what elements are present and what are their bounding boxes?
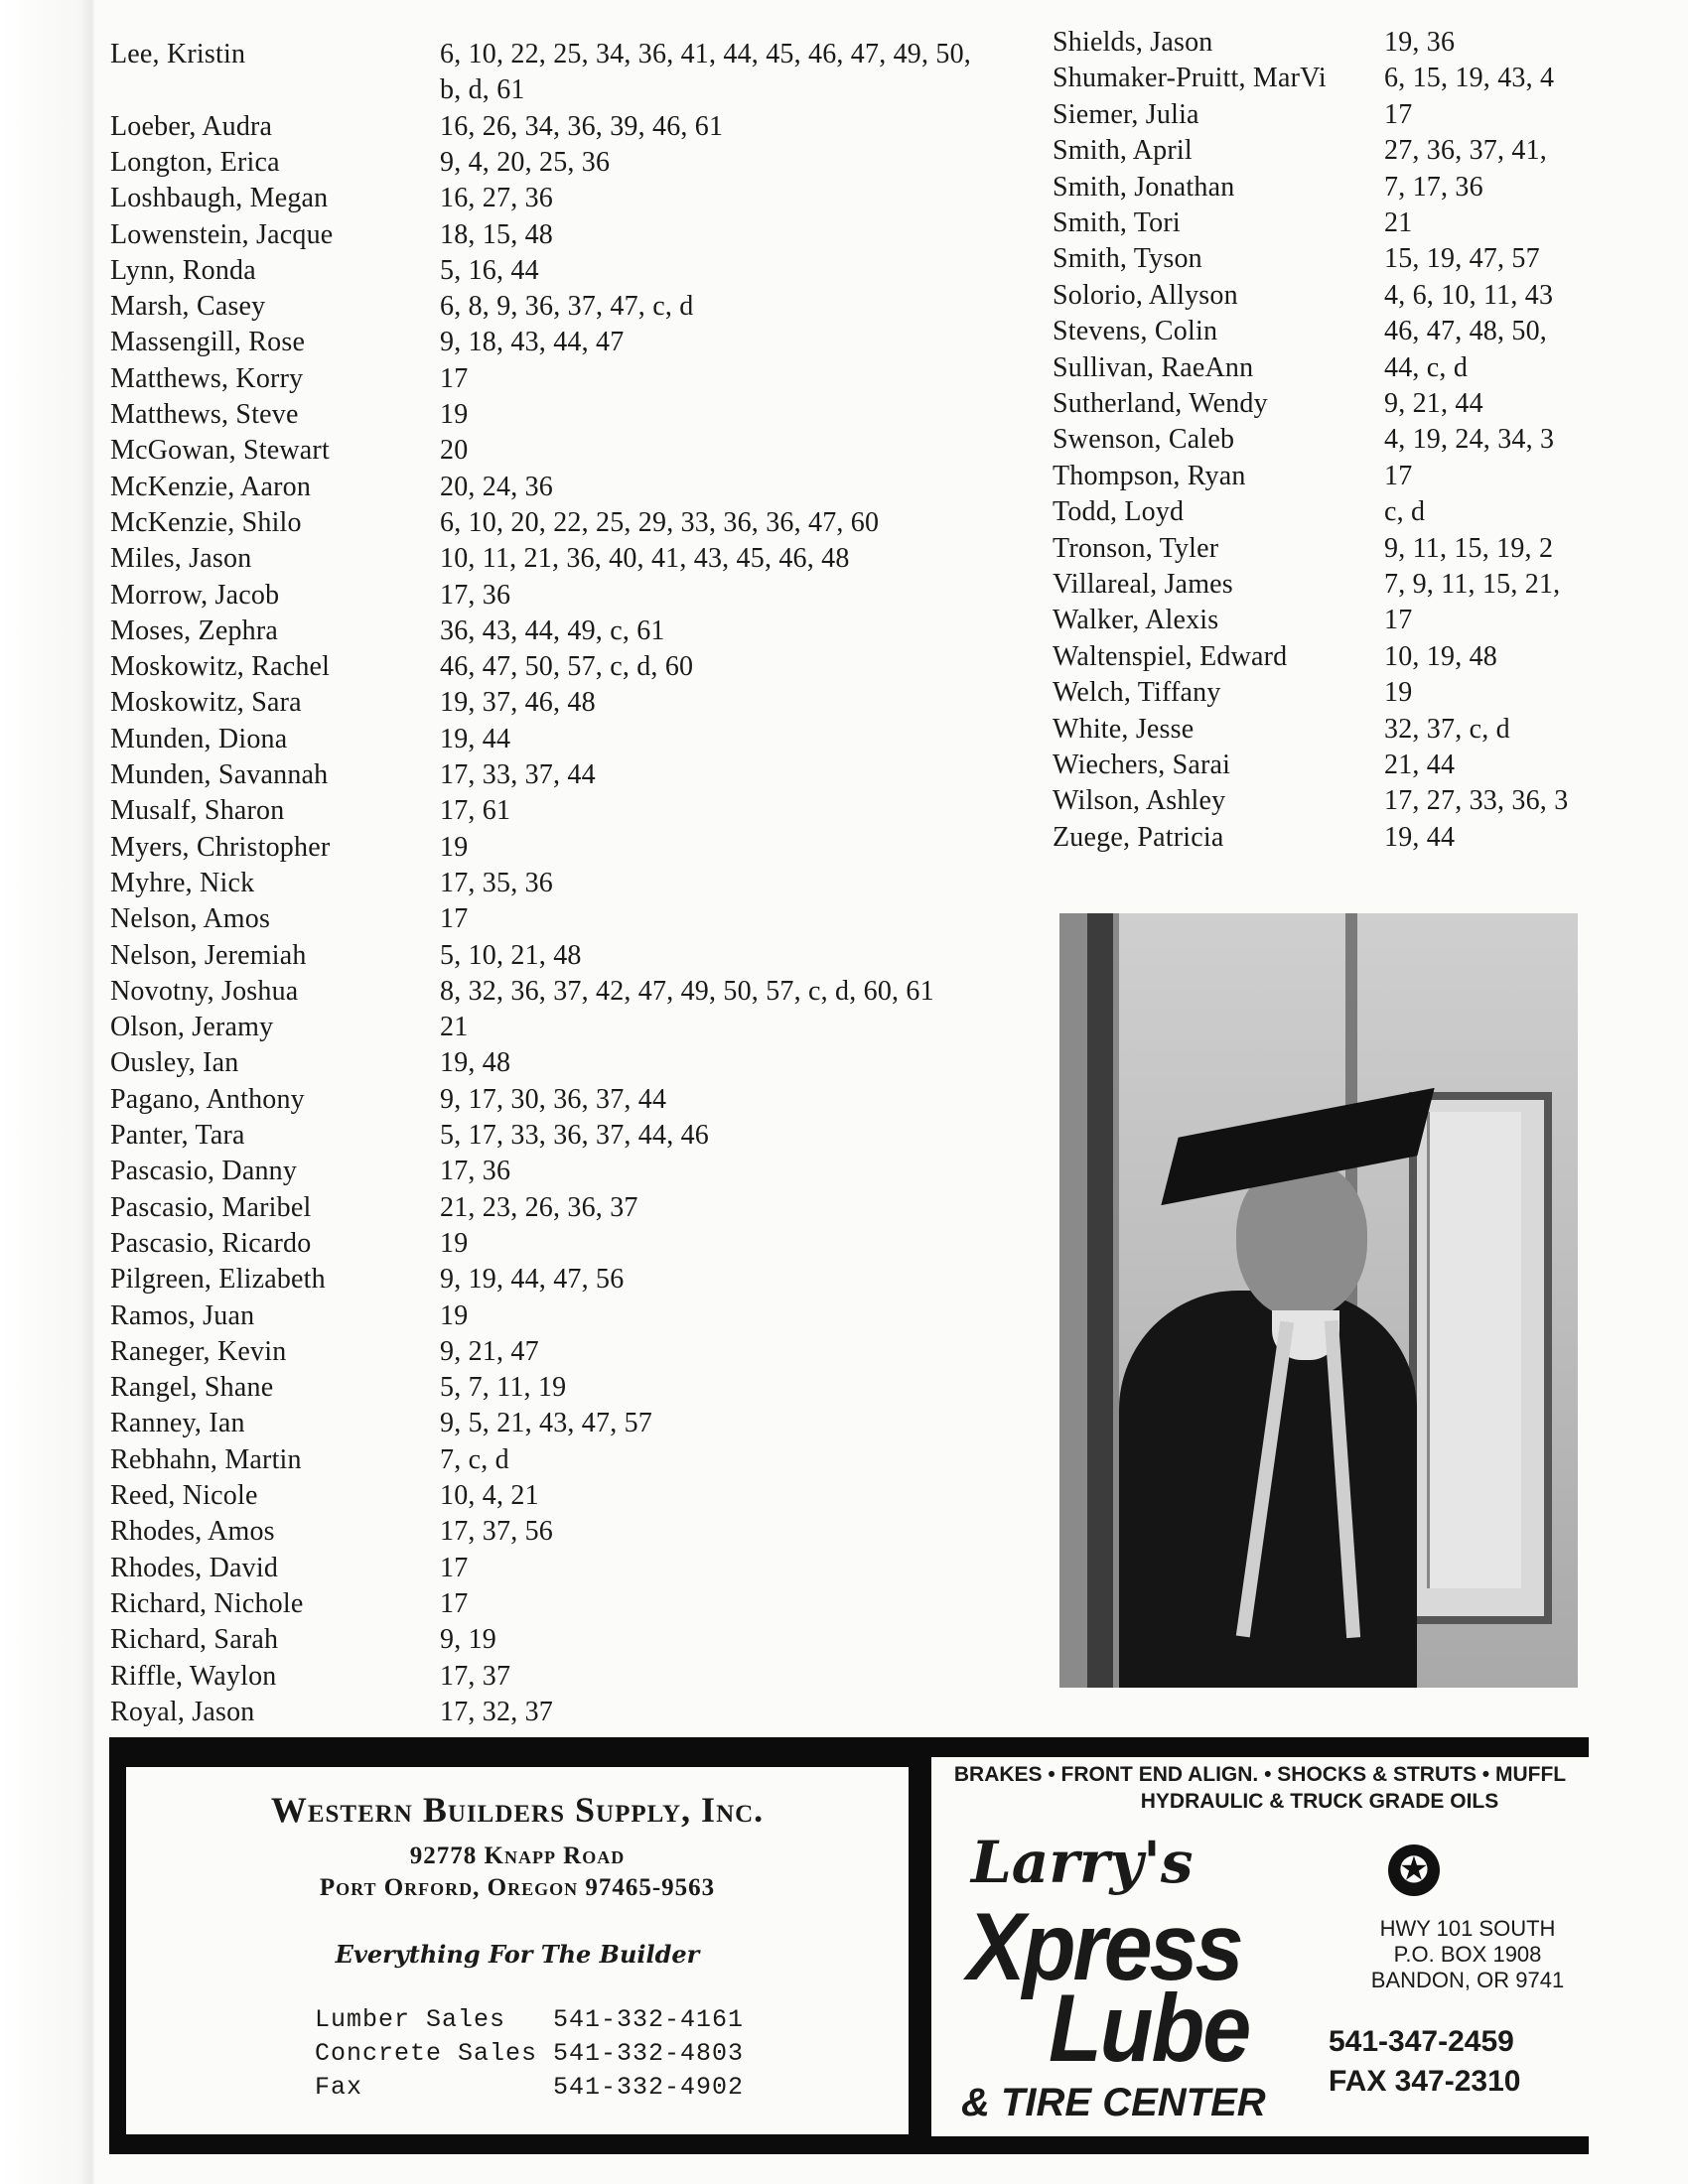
entry-name: Miles, Jason: [110, 543, 252, 575]
entry-pages: 5, 16, 44: [440, 254, 539, 286]
entry-pages: 17: [1384, 605, 1413, 636]
brand-xpress: Xpress: [967, 1892, 1241, 2000]
entry-pages: 15, 19, 47, 57: [1384, 243, 1540, 275]
entry-pages: 17, 61: [440, 795, 511, 827]
entry-name: Richard, Nichole: [110, 1587, 304, 1619]
entry-pages: 20: [440, 435, 469, 467]
ad-slogan: Everything For The Builder: [335, 1940, 700, 1969]
entry-pages: 44, c, d: [1384, 351, 1469, 383]
entry-pages: 7, c, d: [440, 1443, 509, 1475]
entry-pages: 20, 24, 36: [440, 471, 553, 502]
entry-pages: 17: [440, 362, 469, 394]
entry-name: Ramos, Juan: [110, 1299, 255, 1331]
ad-address-line1: 92778 Knapp Road: [409, 1843, 626, 1869]
entry-pages: 17, 36: [440, 1156, 511, 1187]
entry-pages: 19, 44: [1384, 821, 1456, 853]
entry-name: Olson, Jeramy: [110, 1012, 274, 1043]
entry-name: Smith, April: [1053, 135, 1193, 167]
entry-pages: 9, 21, 47: [440, 1335, 539, 1367]
entry-pages: 19: [440, 831, 469, 863]
entry-pages: 9, 17, 30, 36, 37, 44: [440, 1083, 667, 1115]
entry-name: Sullivan, RaeAnn: [1053, 351, 1254, 383]
entry-pages: 6, 15, 19, 43, 4: [1384, 63, 1555, 94]
entry-name: Longton, Erica: [110, 146, 280, 178]
entry-name: Matthews, Korry: [110, 362, 304, 394]
entry-name: Pilgreen, Elizabeth: [110, 1264, 326, 1296]
entry-pages: 19: [440, 399, 469, 430]
fax-line: [315, 2073, 744, 2102]
entry-name: Rhodes, Amos: [110, 1516, 275, 1548]
entry-pages: 18, 15, 48: [440, 218, 553, 250]
entry-pages: 9, 19: [440, 1624, 496, 1656]
entry-name: Pagano, Anthony: [110, 1083, 305, 1115]
entry-pages: 9, 5, 21, 43, 47, 57: [440, 1408, 652, 1439]
entry-pages: 5, 7, 11, 19: [440, 1372, 567, 1404]
entry-name: Riffle, Waylon: [110, 1660, 277, 1692]
star-logo-icon: ✪: [1388, 1844, 1440, 1896]
entry-name: Wiechers, Sarai: [1053, 750, 1231, 780]
entry-pages: 9, 19, 44, 47, 56: [440, 1264, 625, 1296]
entry-pages: 17, 37: [440, 1660, 511, 1692]
entry-pages: 7, 9, 11, 15, 21,: [1384, 569, 1561, 600]
entry-name: Zuege, Patricia: [1053, 821, 1224, 853]
entry-name: Todd, Loyd: [1053, 496, 1185, 528]
entry-name: Shumaker-Pruitt, MarVi: [1053, 63, 1327, 94]
services-line2: HYDRAULIC & TRUCK GRADE OILS: [1140, 1790, 1499, 1813]
concrete-sales-label: Concrete Sales: [315, 2039, 538, 2068]
entry-name: Moskowitz, Sara: [110, 687, 302, 719]
entry-name: Nelson, Amos: [110, 903, 271, 935]
entry-name: Pascasio, Maribel: [110, 1191, 312, 1223]
xpress-lube-ad: [931, 1757, 1589, 2136]
western-builders-ad: [126, 1767, 909, 2134]
address-line2: P.O. BOX 1908: [1393, 1942, 1542, 1967]
entry-pages: 6, 10, 20, 22, 25, 29, 33, 36, 36, 47, 60: [440, 506, 880, 538]
entry-pages: 5, 17, 33, 36, 37, 44, 46: [440, 1120, 709, 1151]
entry-pages: 4, 6, 10, 11, 43: [1384, 279, 1554, 311]
entry-pages: 9, 11, 15, 19, 2: [1384, 532, 1554, 564]
entry-name: Myers, Christopher: [110, 831, 331, 863]
entry-name: McKenzie, Aaron: [110, 471, 312, 502]
entry-pages: 21, 44: [1384, 750, 1456, 780]
entry-pages: 10, 19, 48: [1384, 640, 1497, 672]
entry-pages: 8, 32, 36, 37, 42, 47, 49, 50, 57, c, d, 60, 61: [440, 975, 934, 1007]
entry-pages: 19, 44: [440, 723, 511, 754]
entry-name: Rebhahn, Martin: [110, 1443, 302, 1475]
entry-pages: 32, 37, c, d: [1384, 713, 1510, 745]
entry-name: White, Jesse: [1053, 713, 1195, 745]
entry-pages: 17: [1384, 460, 1413, 491]
entry-pages: 6, 10, 22, 25, 34, 36, 41, 44, 45, 46, 47, 49, 50,: [440, 39, 971, 69]
services-line1: BRAKES • FRONT END ALIGN. • SHOCKS & STRUTS • MUFFL: [953, 1763, 1567, 1786]
entry-name: Smith, Tori: [1053, 207, 1181, 238]
ad-address-line2: Port Orford, Oregon 97465-9563: [319, 1874, 716, 1901]
entry-pages: 17: [440, 1587, 469, 1619]
entry-name: Swenson, Caleb: [1053, 424, 1235, 456]
entry-name: Munden, Savannah: [110, 759, 329, 790]
entry-name: Royal, Jason: [110, 1696, 255, 1727]
entry-name: Thompson, Ryan: [1053, 460, 1246, 491]
entry-pages: 19, 48: [440, 1047, 511, 1079]
entry-name: Moskowitz, Rachel: [110, 651, 331, 683]
entry-name: Siemer, Julia: [1053, 98, 1199, 130]
entry-name: Morrow, Jacob: [110, 579, 280, 611]
entry-pages: 10, 4, 21: [440, 1480, 539, 1511]
entry-name: Massengill, Rose: [110, 327, 306, 358]
entry-name: Raneger, Kevin: [110, 1335, 287, 1367]
entry-name: Wilson, Ashley: [1053, 785, 1226, 817]
entry-pages: 4, 19, 24, 34, 3: [1384, 424, 1555, 456]
entry-name: Myhre, Nick: [110, 867, 255, 898]
entry-name: Novotny, Joshua: [110, 975, 299, 1007]
entry-pages: b, d, 61: [440, 74, 525, 106]
entry-pages: 19, 37, 46, 48: [440, 687, 596, 719]
entry-pages: 17: [1384, 98, 1413, 130]
address-line1: HWY 101 SOUTH: [1379, 1916, 1556, 1941]
entry-name: Richard, Sarah: [110, 1624, 279, 1656]
entry-pages: 6, 8, 9, 36, 37, 47, c, d: [440, 291, 694, 323]
graduate-photo: [1059, 913, 1578, 1688]
concrete-sales-phone: 541-332-4803: [553, 2039, 745, 2068]
entry-pages: 21: [440, 1012, 469, 1043]
entry-pages: 19: [440, 1227, 469, 1259]
entry-name: Waltenspiel, Edward: [1053, 640, 1288, 672]
lumber-sales-label: Lumber Sales: [315, 2005, 506, 2034]
entry-pages: 16, 26, 34, 36, 39, 46, 61: [440, 110, 724, 142]
entry-name: Panter, Tara: [110, 1120, 245, 1151]
entry-pages: 9, 21, 44: [1384, 388, 1483, 419]
entry-name: Tronson, Tyler: [1053, 532, 1219, 564]
brand-lube: Lube: [1049, 1974, 1250, 2082]
entry-pages: 19: [440, 1299, 469, 1331]
entry-name: Moses, Zephra: [110, 614, 279, 646]
entry-pages: 17, 37, 56: [440, 1516, 553, 1548]
entry-pages: 5, 10, 21, 48: [440, 939, 582, 971]
entry-pages: 17, 36: [440, 579, 511, 611]
entry-pages: 21, 23, 26, 36, 37: [440, 1191, 638, 1223]
lumber-sales-line: [315, 2005, 744, 2034]
address-line3: BANDON, OR 9741: [1370, 1968, 1565, 1992]
entry-pages: 19: [1384, 677, 1413, 709]
fax-phone: 541-332-4902: [553, 2073, 745, 2102]
entry-pages: 9, 18, 43, 44, 47: [440, 327, 625, 358]
brand-larrys: Larry's: [971, 1829, 1194, 1896]
entry-name: Villareal, James: [1053, 569, 1233, 600]
entry-name: Pascasio, Ricardo: [110, 1227, 312, 1259]
entry-name: Loshbaugh, Megan: [110, 183, 329, 214]
entry-name: Welch, Tiffany: [1053, 677, 1221, 709]
entry-name: Stevens, Colin: [1053, 316, 1218, 347]
entry-pages: 17, 27, 33, 36, 3: [1384, 785, 1569, 817]
entry-pages: 36, 43, 44, 49, c, 61: [440, 614, 665, 646]
entry-name: Marsh, Casey: [110, 291, 266, 323]
entry-name: Munden, Diona: [110, 723, 288, 754]
fax-label: Fax: [315, 2073, 363, 2102]
entry-name: Rangel, Shane: [110, 1372, 274, 1404]
entry-pages: 17, 32, 37: [440, 1696, 553, 1727]
entry-pages: 9, 4, 20, 25, 36: [440, 146, 611, 178]
entry-name: Shields, Jason: [1053, 27, 1213, 58]
entry-name: Lowenstein, Jacque: [110, 218, 334, 250]
ad-title: Western Builders Supply, Inc.: [270, 1790, 765, 1830]
lumber-sales-phone: 541-332-4161: [553, 2005, 745, 2034]
fax-number: FAX 347-2310: [1329, 2065, 1521, 2098]
entry-pages: 27, 36, 37, 41,: [1384, 135, 1547, 167]
entry-name: Loeber, Audra: [110, 110, 273, 142]
brand-tire-center: & TIRE CENTER: [961, 2081, 1266, 2124]
entry-name: Smith, Jonathan: [1053, 171, 1235, 203]
entry-pages: 16, 27, 36: [440, 183, 553, 214]
entry-name: Ousley, Ian: [110, 1047, 239, 1079]
entry-pages: 7, 17, 36: [1384, 171, 1483, 203]
entry-name: Sutherland, Wendy: [1053, 388, 1268, 419]
entry-pages: 17, 35, 36: [440, 867, 553, 898]
entry-name: Matthews, Steve: [110, 399, 299, 430]
entry-pages: 10, 11, 21, 36, 40, 41, 43, 45, 46, 48: [440, 543, 850, 575]
entry-name: Solorio, Allyson: [1053, 279, 1238, 311]
entry-name: Rhodes, David: [110, 1552, 279, 1583]
phone-number: 541-347-2459: [1329, 2025, 1514, 2058]
index-column-right: [0, 0, 1579, 893]
entry-pages: 17: [440, 1552, 469, 1583]
entry-pages: 17, 33, 37, 44: [440, 759, 596, 790]
entry-name: Smith, Tyson: [1053, 243, 1202, 275]
entry-name: Walker, Alexis: [1053, 605, 1219, 636]
entry-pages: 17: [440, 903, 469, 935]
entry-name: Ranney, Ian: [110, 1408, 245, 1439]
concrete-sales-line: [315, 2039, 744, 2068]
entry-pages: c, d: [1384, 496, 1426, 528]
entry-name: McGowan, Stewart: [110, 435, 330, 467]
entry-pages: 46, 47, 48, 50,: [1384, 316, 1547, 347]
entry-pages: 46, 47, 50, 57, c, d, 60: [440, 651, 694, 683]
entry-name: Musalf, Sharon: [110, 795, 285, 827]
entry-name: Pascasio, Danny: [110, 1156, 298, 1187]
entry-pages: 19, 36: [1384, 27, 1456, 58]
entry-name: Nelson, Jeremiah: [110, 939, 307, 971]
entry-name: Lynn, Ronda: [110, 254, 256, 286]
entry-name: McKenzie, Shilo: [110, 506, 302, 538]
entry-name: Lee, Kristin: [110, 39, 246, 69]
entry-name: Reed, Nicole: [110, 1480, 258, 1511]
entry-pages: 21: [1384, 207, 1413, 238]
